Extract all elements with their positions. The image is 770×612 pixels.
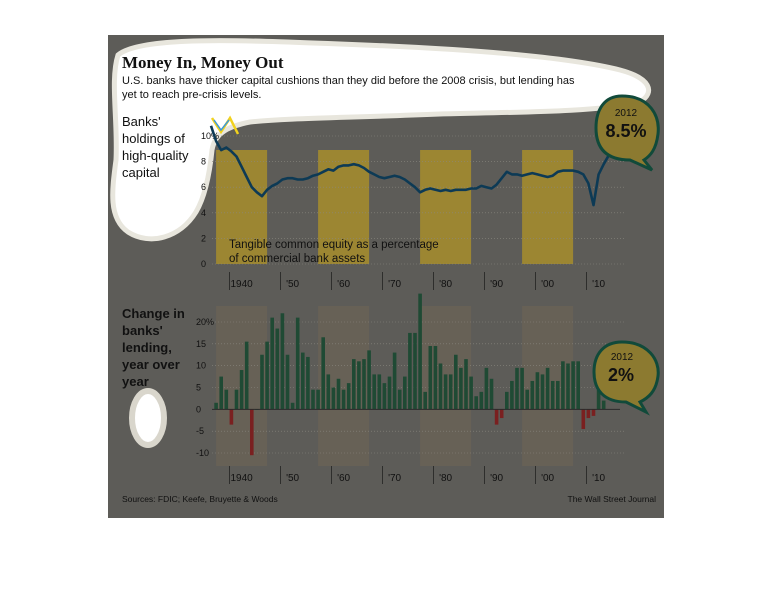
bottom-chart-title-line-3: lending, (122, 340, 172, 355)
top-x-tick-label: '00 (541, 279, 555, 290)
bottom-y-tick-label: 15 (196, 338, 207, 349)
bottom-chart-title-line-4: year over (122, 357, 180, 372)
lending-bar-1999 (541, 374, 545, 409)
bottom-x-tick-label: '90 (490, 473, 504, 484)
lending-bar-1950 (291, 403, 295, 410)
top-y-tick-label: 8 (201, 156, 207, 167)
oval-doodle (132, 391, 164, 445)
bottom-y-tick-label: -10 (196, 448, 210, 458)
lending-bar-1958 (332, 388, 336, 410)
top-x-tick-label: '60 (337, 279, 351, 290)
top-callout-value: 8.5% (605, 121, 647, 141)
lending-bar-1983 (459, 368, 463, 409)
lending-bar-1982 (454, 355, 458, 410)
bottom-y-tick-label: 20% (196, 317, 215, 327)
bottom-x-tick-label: '10 (592, 473, 606, 484)
lending-bar-1998 (536, 372, 540, 409)
lending-bar-2001 (551, 381, 555, 409)
chart-title: Money In, Money Out (122, 53, 284, 72)
lending-bar-1947 (276, 329, 280, 410)
lending-bar-1993 (510, 381, 514, 409)
top-x-tick-label: '50 (286, 279, 300, 290)
top-y-tick-label: 10% (201, 131, 220, 141)
top-y-tick-label: 4 (201, 207, 207, 218)
top-x-tick-label: 1940 (230, 279, 253, 290)
lending-bar-1954 (311, 390, 315, 410)
lending-bar-1935 (214, 403, 218, 410)
lending-bar-1985 (469, 377, 473, 410)
lending-bar-1996 (525, 390, 529, 410)
lending-bar-2003 (561, 361, 565, 409)
lending-bar-1991 (500, 409, 504, 418)
lending-bar-1946 (270, 318, 274, 410)
lending-bar-2004 (566, 363, 570, 409)
top-chart-title-line-4: capital (122, 165, 160, 180)
lending-bar-1971 (398, 390, 402, 410)
bottom-chart-title-line-2: banks' (122, 323, 163, 338)
chart-subtitle-line-1: U.S. banks have thicker capital cushions than they did before the 2008 crisis, but lending has (122, 75, 575, 87)
lending-bar-1977 (429, 346, 433, 409)
lending-bar-1949 (286, 355, 290, 410)
lending-bar-1995 (520, 368, 524, 409)
bottom-x-tick-label: '00 (541, 473, 555, 484)
lending-bar-1961 (347, 383, 351, 409)
lending-bar-1965 (367, 350, 371, 409)
lending-bar-1940 (240, 370, 244, 409)
bottom-x-tick-label: '60 (337, 473, 351, 484)
lending-bar-1937 (225, 390, 229, 410)
top-x-tick-label: '80 (439, 279, 453, 290)
lending-bar-1987 (480, 392, 484, 409)
lending-bar-1974 (413, 333, 417, 409)
lending-bar-2007 (582, 409, 586, 429)
lending-bar-1951 (296, 318, 300, 410)
lending-bar-1978 (434, 346, 438, 409)
bottom-y-tick-label: 0 (196, 404, 202, 415)
lending-bar-1968 (383, 383, 387, 409)
lending-bar-1973 (408, 333, 412, 409)
bottom-x-tick-label: 1940 (230, 473, 253, 484)
top-chart-title-line-1: Banks' (122, 114, 161, 129)
lending-bar-1941 (245, 342, 249, 410)
lending-bar-1964 (362, 359, 366, 409)
top-chart-annotation-line-2: of commercial bank assets (229, 253, 366, 265)
lending-bar-2002 (556, 381, 560, 409)
lending-bar-1967 (378, 374, 382, 409)
top-chart-annotation-line-1: Tangible common equity as a percentage (229, 239, 439, 251)
top-x-tick-label: '10 (592, 279, 606, 290)
bottom-y-tick-label: 10 (196, 360, 207, 371)
lending-bar-1990 (495, 409, 499, 424)
bottom-callout-label: 2012 (610, 352, 634, 363)
lending-bar-1948 (281, 313, 285, 409)
bottom-y-tick-label: 5 (196, 382, 202, 393)
bottom-x-tick-label: '50 (286, 473, 300, 484)
bottom-x-tick-label: '70 (388, 473, 402, 484)
top-y-tick-label: 6 (201, 182, 207, 193)
lending-bar-1955 (316, 390, 320, 410)
top-y-tick-label: 0 (201, 259, 207, 269)
bottom-chart-title-line-1: Change in (122, 306, 185, 321)
lending-bar-1957 (327, 374, 331, 409)
chart-subtitle-line-2: yet to reach pre-crisis levels. (122, 89, 262, 101)
top-x-tick-label: '90 (490, 279, 504, 290)
bottom-chart-title-line-5: year (122, 374, 149, 389)
top-chart-title-line-3: high-quality (122, 148, 189, 163)
lending-bar-2009 (592, 409, 596, 416)
lending-bar-1963 (357, 361, 361, 409)
lending-bar-1942 (250, 409, 254, 455)
bottom-callout-value: 2% (607, 365, 635, 385)
lending-bar-1953 (306, 357, 310, 409)
lending-bar-1986 (474, 396, 478, 409)
lending-bar-1969 (388, 377, 392, 410)
lending-bar-1984 (464, 359, 468, 409)
lending-bar-1992 (505, 392, 509, 409)
lending-bar-1989 (490, 379, 494, 410)
top-chart-title-line-2: holdings of (122, 131, 185, 146)
lending-bar-1979 (439, 363, 443, 409)
lending-bar-1976 (423, 392, 427, 409)
lending-bar-1966 (372, 374, 376, 409)
lending-bar-1939 (235, 390, 239, 410)
lending-bar-1936 (219, 377, 223, 410)
lending-bar-1988 (485, 368, 489, 409)
lending-bar-2005 (571, 361, 575, 409)
lending-bar-1981 (449, 374, 453, 409)
bottom-x-tick-label: '80 (439, 473, 453, 484)
lending-bar-1980 (444, 374, 448, 409)
top-x-tick-label: '70 (388, 279, 402, 290)
lending-bar-1994 (515, 368, 519, 409)
top-callout-label: 2012 (614, 108, 638, 119)
publisher-credit: The Wall Street Journal (567, 494, 656, 504)
lending-bar-1972 (403, 377, 407, 410)
lending-bar-1938 (230, 409, 234, 424)
top-shade-band-3 (522, 150, 573, 264)
lending-bar-1959 (337, 379, 341, 410)
lending-bar-1970 (393, 353, 397, 410)
lending-bar-2000 (546, 368, 550, 409)
lending-bar-1975 (418, 294, 422, 410)
lending-bar-1960 (342, 390, 346, 410)
sources-note: Sources: FDIC; Keefe, Bruyette & Woods (122, 494, 278, 504)
bottom-shade-band-1 (318, 306, 369, 466)
lending-bar-1956 (321, 337, 325, 409)
lending-bar-2008 (587, 409, 591, 418)
lending-bar-1945 (265, 342, 269, 410)
bottom-y-tick-label: -5 (196, 426, 205, 437)
lending-bar-1997 (531, 381, 535, 409)
top-y-tick-label: 2 (201, 233, 207, 244)
lending-bar-2011 (602, 401, 606, 410)
lending-bar-2006 (576, 361, 580, 409)
lending-bar-1944 (260, 355, 264, 410)
lending-bar-1952 (301, 353, 305, 410)
lending-bar-1962 (352, 359, 356, 409)
